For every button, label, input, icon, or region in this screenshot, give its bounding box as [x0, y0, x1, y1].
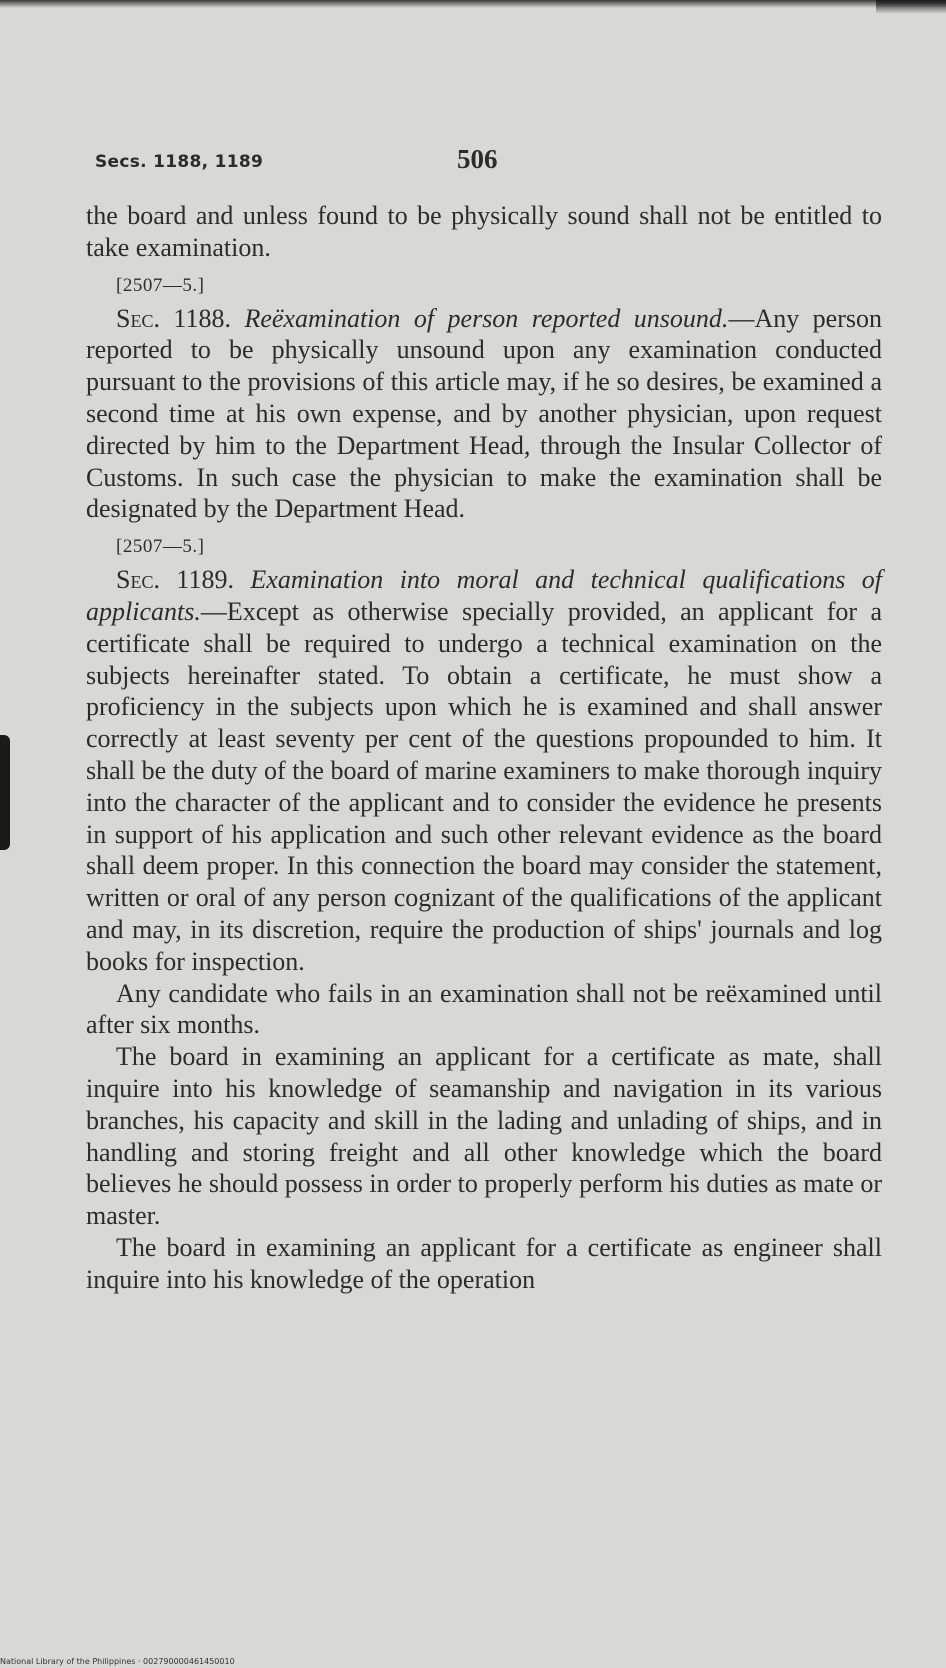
- section-1189-label: Sec.: [116, 565, 160, 595]
- paragraph-reexamination: Any candidate who fails in an examination shall not be reëxamined until after six months.: [86, 978, 882, 1040]
- section-1188-title: Reëxamination of person reported unsound.: [244, 303, 729, 333]
- section-1188-label: Sec.: [116, 303, 160, 333]
- paragraph-engineer: The board in examining an applicant for a certificate as engineer shall inquire into his knowledge of the operation: [86, 1232, 882, 1294]
- body-text: [86, 200, 882, 1296]
- section-range-label: Secs. 1188, 1189: [95, 152, 264, 172]
- section-1188-text: —Any person reported to be physically unsound upon any examination conducted pursuant to the provisions of this article may, if he so desires, be examined a second time at his own expense, and by another physician, upon request directed by him to the Department Head, through the Insular Collector of Customs. In such case the physician to make the examination shall be designated by the Department Head.: [86, 303, 882, 524]
- section-1188-number: 1188.: [159, 303, 245, 333]
- page-number: 506: [457, 144, 498, 174]
- citation-1189: [2507—5.]: [116, 536, 205, 558]
- citation-1188: [2507—5.]: [116, 274, 205, 296]
- scan-source-footer: National Library of the Philippines · 002790000461450010: [0, 1657, 235, 1666]
- section-1189-text: —Except as otherwise specially provided, an applicant for a certificate shall be required to undergo a technical examination on the subjects hereinafter stated. To obtain a certificate, he must show a proficiency in the subjects upon which he is examined and shall answer correctly at least seventy per cent of the questions propounded to him. It shall be the duty of the board of marine examiners to make thorough inquiry into the character of the applicant and to consider the evidence he presents in support of his application and such other relevant evidence as the board shall deem proper. In this connection the board may consider the statement, written or oral of any person cognizant of the qualifications of the applicant and may, in its discretion, require the production of ships' journals and log books for inspection.: [86, 596, 882, 976]
- paragraph-continuation: the board and unless found to be physically sound shall not be entitled to take examination.: [86, 201, 882, 262]
- section-1189-number: 1189.: [159, 565, 251, 595]
- section-1189-title: Examination into moral and technical qualifications of applicants.: [86, 565, 882, 626]
- section-1189: [86, 564, 882, 977]
- section-1188: [86, 303, 882, 526]
- paragraph-mate: The board in examining an applicant for a certificate as mate, shall inquire into his knowledge of seamanship and navigation in its various branches, his capacity and skill in the lading and unlading of ships, and in handling and storing freight and all other knowledge which the board believes he should possess in order to properly perform his duties as mate or master.: [86, 1042, 882, 1231]
- running-head: [95, 144, 885, 188]
